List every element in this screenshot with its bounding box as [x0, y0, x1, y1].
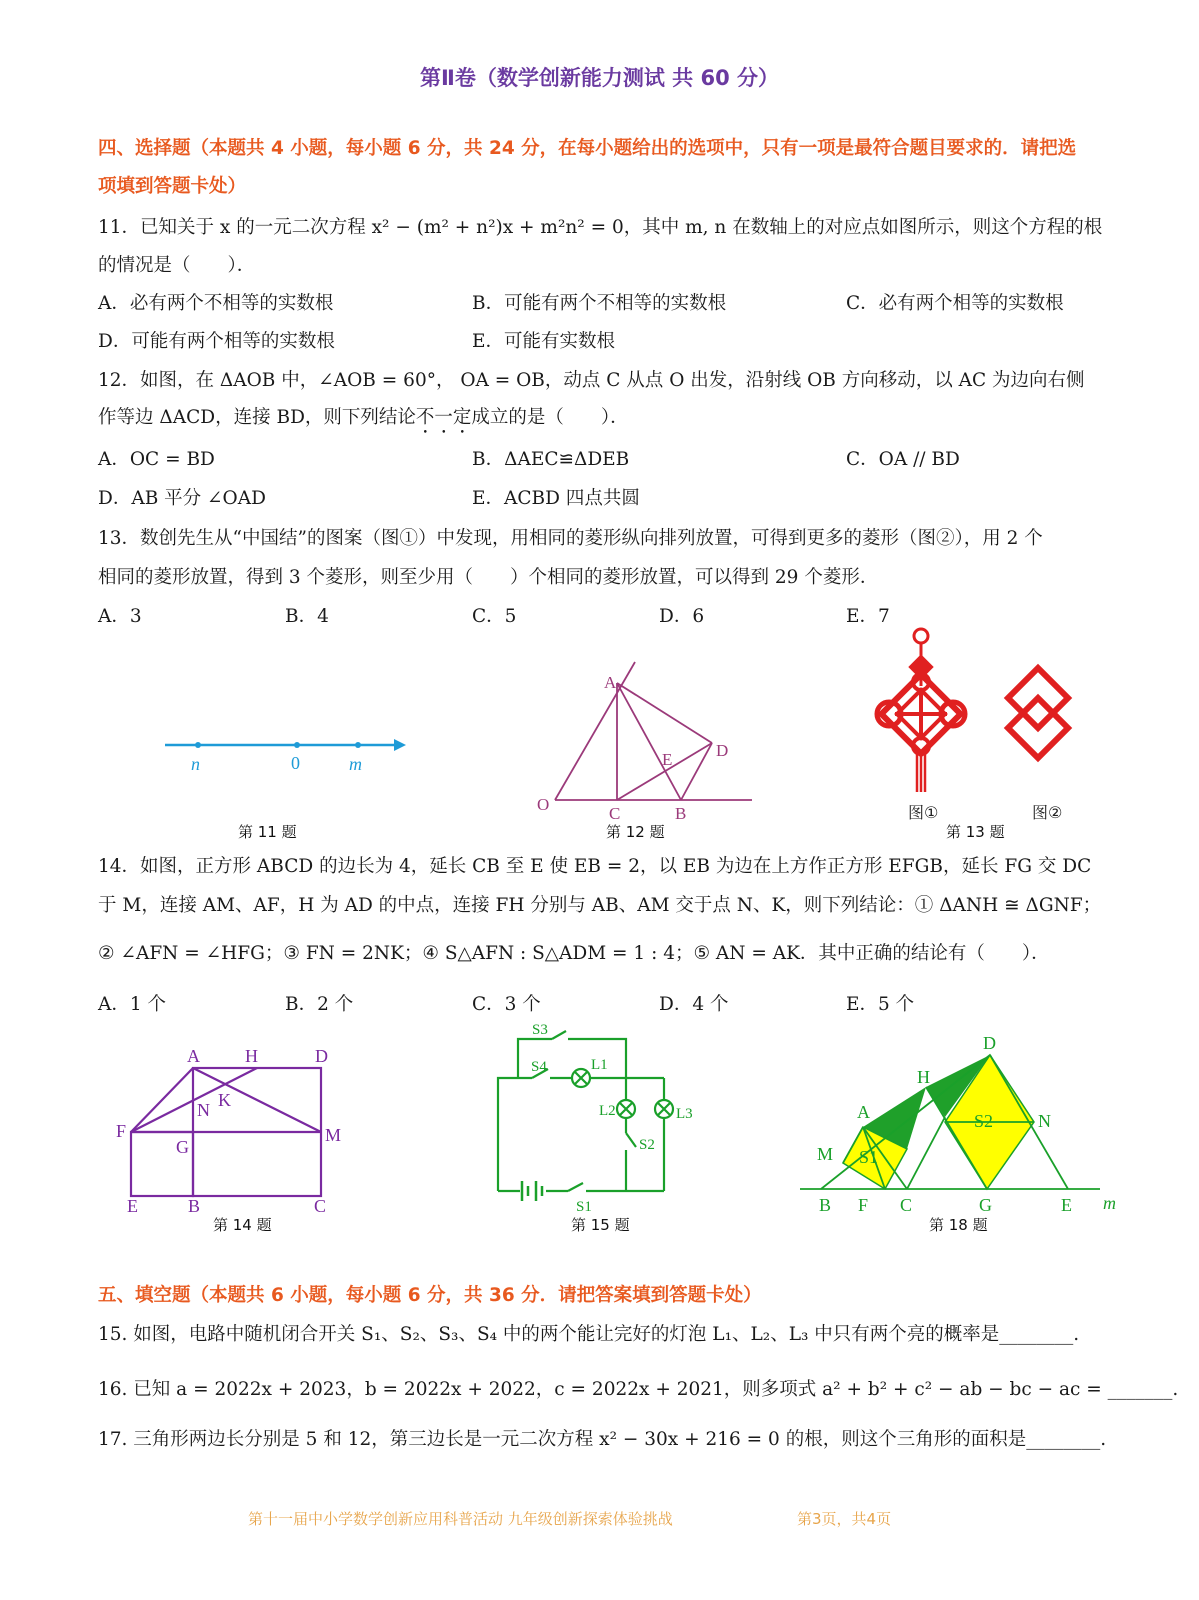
q13-line2: 相同的菱形放置，得到 3 个菱形，则至少用（ ）个相同的菱形放置，可以得到 29 个菱形． — [98, 567, 879, 588]
fig12-label-o: O — [537, 795, 550, 814]
q12-option-d: D．AB 平分 ∠OAD — [98, 488, 266, 509]
fig18-label-b: B — [819, 1195, 832, 1215]
q12-line2 — [98, 403, 629, 438]
footer-event-name: 第十一届中小学数学创新应用科普活动 九年级创新探索体验挑战 — [248, 1510, 673, 1528]
section5-heading: 五、填空题（本题共 6 小题，每小题 6 分，共 36 分．请把答案填到答题卡处） — [98, 1285, 762, 1306]
fig13-rhombus-stack — [1008, 668, 1068, 758]
fig18-label-a: A — [857, 1102, 870, 1122]
fig15-caption: 第 15 题 — [571, 1216, 630, 1234]
fig15-battery — [522, 1181, 542, 1201]
q13-option-e: E．7 — [846, 606, 890, 627]
q14-option-e: E．5 个 — [846, 994, 915, 1015]
fig18-label-c: C — [900, 1195, 913, 1215]
q14-option-c: C．3 个 — [472, 994, 541, 1015]
q11-option-d: D．可能有两个相等的实数根 — [98, 331, 335, 352]
fig14-label-b: B — [188, 1196, 201, 1216]
fig18-caption: 第 18 题 — [929, 1216, 988, 1234]
footer-page-number: 第3页，共4页 — [797, 1510, 892, 1528]
q14-line1: 14．如图，正方形 ABCD 的边长为 4，延长 CB 至 E 使 EB = 2，以 EB 为边在上方作正方形 EFGB，延长 FG 交 DC — [98, 856, 1092, 877]
q12-option-e: E．ACBD 四点共圆 — [472, 488, 640, 509]
fig15-label-s3: S3 — [532, 1022, 548, 1038]
fig14-label-k: K — [218, 1090, 231, 1110]
q11-option-a: A．必有两个不相等的实数根 — [98, 293, 334, 314]
fig18-figure — [800, 1055, 1100, 1189]
fig18-label-s2: S2 — [974, 1111, 994, 1131]
fig12-caption: 第 12 题 — [606, 823, 665, 841]
q14-line3: ② ∠AFN = ∠HFG；③ FN = 2NK；④ S△AFN : S△ADM = 1 : 4；⑤ AN = AK．其中正确的结论有（ ）． — [98, 943, 1050, 964]
fig14-squares — [131, 1068, 321, 1196]
q12-emphasis: 不一定 — [415, 407, 472, 428]
q12-option-c: C．OA // BD — [846, 449, 960, 470]
fig15-label-l3: L3 — [676, 1106, 693, 1122]
fig12-label-b: B — [675, 804, 687, 823]
fig15-label-l2: L2 — [599, 1103, 616, 1119]
fig12-label-d: D — [716, 741, 729, 760]
fig14-caption: 第 14 题 — [213, 1216, 272, 1234]
fig15-label-l1: L1 — [591, 1057, 608, 1073]
fig18-label-g: G — [979, 1195, 992, 1215]
q13-option-b: B．4 — [285, 606, 329, 627]
q14-option-b: B．2 个 — [285, 994, 354, 1015]
page-title: 第Ⅱ卷（数学创新能力测试 共 60 分） — [420, 66, 779, 90]
q12-option-a: A．OC = BD — [98, 449, 215, 470]
fig13-caption: 第 13 题 — [946, 823, 1005, 841]
fig13-label-1: 图① — [908, 803, 939, 822]
fig12-label-a: A — [604, 673, 617, 692]
section4-heading-line2: 项填到答题卡处） — [98, 176, 247, 197]
fig14-label-m: M — [325, 1125, 342, 1145]
q12-line2-pre: 作等边 ΔACD，连接 BD，则下列结论 — [98, 407, 416, 428]
fig14-label-h: H — [245, 1046, 258, 1066]
fig14-label-c: C — [314, 1196, 327, 1216]
figure-row-2 — [0, 1015, 1199, 1245]
q13-option-c: C．5 — [472, 606, 517, 627]
q13-option-a: A．3 — [98, 606, 142, 627]
fig11-label-0: 0 — [291, 753, 300, 773]
fig15-label-s4: S4 — [531, 1059, 547, 1075]
q14-option-d: D．4 个 — [659, 994, 729, 1015]
fig18-label-e: E — [1061, 1195, 1072, 1215]
q14-line2: 于 M，连接 AM、AF，H 为 AD 的中点，连接 FH 分别与 AB、AM 交于点 N、K，则下列结论：① ΔANH ≅ ΔGNF； — [98, 895, 1102, 916]
fig14-label-e: E — [127, 1196, 138, 1216]
fig14-label-g: G — [176, 1137, 189, 1157]
section4-heading-line1: 四、选择题（本题共 4 小题，每小题 6 分，共 24 分，在每小题给出的选项中，只有一项是最符合题目要求的．请把选 — [98, 138, 1077, 159]
fig15-label-s1: S1 — [576, 1199, 592, 1215]
q11-option-e: E．可能有实数根 — [472, 331, 616, 352]
fig18-label-d: D — [983, 1033, 996, 1053]
fig15-label-s2: S2 — [639, 1137, 655, 1153]
q11-line2: 的情况是（ ）． — [98, 255, 256, 276]
fig11-number-line — [165, 739, 406, 774]
fig14-label-f: F — [116, 1121, 127, 1141]
q16-text: 16. 已知 a = 2022x + 2023，b = 2022x + 2022，c = 2022x + 2021，则多项式 a² + b² + c² − ab − bc − ac = _______. — [98, 1379, 1179, 1400]
q15-text: 15. 如图，电路中随机闭合开关 S₁、S₂、S₃、S₄ 中的两个能让完好的灯泡 L₁、L₂、L₃ 中只有两个亮的概率是________. — [98, 1324, 1080, 1345]
fig14-label-n: N — [197, 1100, 210, 1120]
fig15-circuit — [498, 1031, 673, 1191]
fig14-label-a: A — [187, 1046, 200, 1066]
fig12-triangle — [555, 662, 752, 800]
q13-option-d: D．6 — [659, 606, 705, 627]
fig12-label-c: C — [609, 804, 621, 823]
q11-option-c: C．必有两个相等的实数根 — [846, 293, 1064, 314]
fig12-label-e: E — [662, 750, 673, 769]
fig18-label-f: F — [858, 1195, 869, 1215]
fig18-label-h: H — [917, 1067, 930, 1087]
q14-option-a: A．1 个 — [98, 994, 167, 1015]
q11-line1: 11．已知关于 x 的一元二次方程 x² − (m² + n²)x + m²n² = 0，其中 m, n 在数轴上的对应点如图所示，则这个方程的根 — [98, 217, 1103, 238]
q11-option-b: B．可能有两个不相等的实数根 — [472, 293, 727, 314]
fig18-label-n: N — [1038, 1111, 1051, 1131]
fig18-label-s1: S1 — [859, 1147, 879, 1167]
fig13-chinese-knot — [877, 629, 965, 792]
q12-option-b: B．ΔAEC≌ΔDEB — [472, 449, 630, 470]
q13-line1: 13．数创先生从“中国结”的图案（图①）中发现，用相同的菱形纵向排列放置，可得到更多的菱形（图②），用 2 个 — [98, 528, 1043, 549]
fig11-label-m: m — [349, 754, 362, 774]
q12-line1: 12．如图，在 ΔAOB 中，∠AOB = 60°， OA = OB，动点 C 从点 O 出发，沿射线 OB 方向移动，以 AC 为边向右侧 — [98, 370, 1085, 391]
fig11-caption: 第 11 题 — [238, 823, 297, 841]
fig13-label-2: 图② — [1032, 803, 1063, 822]
fig18-label-m-axis: m — [1103, 1193, 1116, 1213]
fig14-label-d: D — [315, 1046, 328, 1066]
fig18-label-m: M — [817, 1144, 834, 1164]
q12-line2-post: 成立的是（ ）． — [471, 407, 629, 428]
fig11-label-n: n — [191, 754, 200, 774]
q17-text: 17. 三角形两边长分别是 5 和 12，第三边长是一元二次方程 x² − 30x + 216 = 0 的根，则这个三角形的面积是________. — [98, 1429, 1107, 1450]
figure-row-1 — [0, 620, 1199, 850]
